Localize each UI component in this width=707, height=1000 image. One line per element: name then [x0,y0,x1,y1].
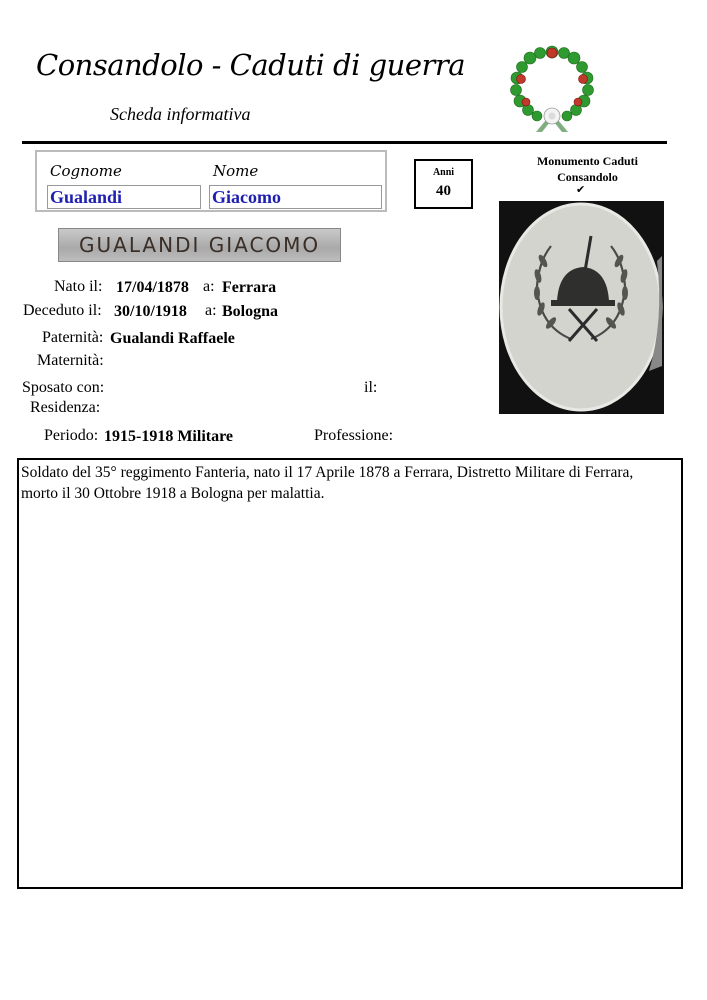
page-title: Consandolo - Caduti di guerra [36,48,466,82]
nato-luogo: Ferrara [222,279,277,296]
paternita-label: Paternità: [42,329,104,346]
wreath-icon [506,42,598,134]
nome-field[interactable]: Giacomo [209,185,382,209]
monument-checkmark-icon[interactable]: ✔ [576,183,586,196]
monument-photo [499,201,664,414]
deceduto-data: 30/10/1918 [114,303,187,320]
sposato-label: Sposato con: [22,379,105,396]
plaque-text: GUALANDI GIACOMO [79,233,321,257]
sposato-il-label: il: [364,379,378,396]
periodo-label: Periodo: [44,427,99,444]
story-textbox[interactable]: Soldato del 35° reggimento Fanteria, nato il 17 Aprile 1878 a Ferrara, Distretto Militare di Ferrara, morto il 30 Ottobre 1918 a Bologna per malattia. [17,458,683,889]
monument-title [515,153,660,185]
age-value: 40 [436,183,451,199]
periodo-value: 1915-1918 Militare [104,428,234,445]
header-divider [22,141,667,144]
nato-a-label: a: [203,278,215,295]
nato-label: Nato il: [54,278,103,295]
monument-title-line1: Monumento Caduti [536,154,638,168]
deceduto-label: Deceduto il: [23,302,102,319]
professione-label: Professione: [314,427,394,444]
age-box [414,159,473,209]
cognome-field[interactable]: Gualandi [47,185,201,209]
maternita-label: Maternità: [37,352,104,369]
residenza-label: Residenza: [30,399,101,416]
age-label: Anni [432,167,455,178]
cognome-label: Cognome [50,162,122,180]
nome-label: Nome [213,162,259,180]
name-plaque-image [58,228,341,262]
monument-title-line2: Consandolo [557,170,618,184]
paternita-value: Gualandi Raffaele [110,330,235,347]
deceduto-luogo: Bologna [222,303,279,320]
page-subtitle: Scheda informativa [110,104,251,124]
deceduto-a-label: a: [205,302,217,319]
nato-data: 17/04/1878 [116,279,189,296]
